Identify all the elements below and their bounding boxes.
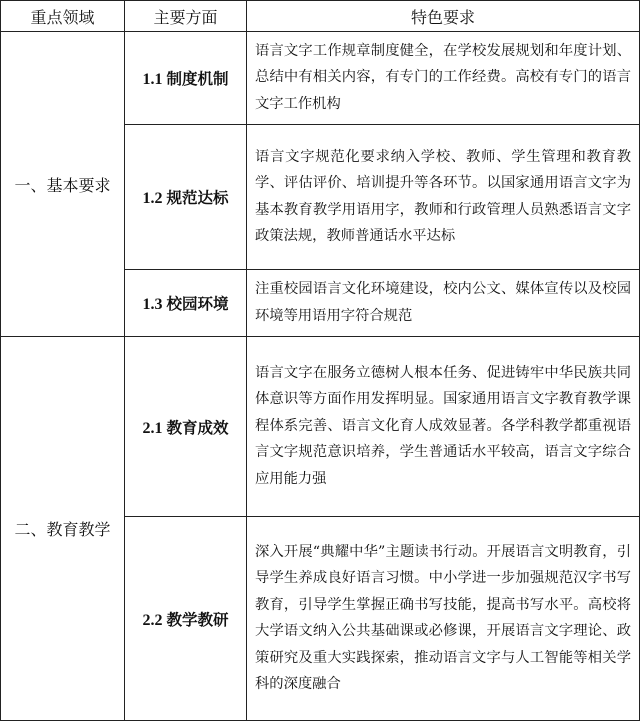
header-aspect: 主要方面	[125, 1, 247, 32]
aspect-label: 制度机制	[166, 70, 229, 88]
aspect-label: 规范达标	[166, 189, 229, 207]
header-domain: 重点领域	[1, 1, 125, 32]
header-row	[1, 1, 640, 32]
aspect-cell	[125, 32, 247, 125]
aspect-cell	[125, 337, 247, 517]
table-row	[1, 337, 640, 517]
header-requirements: 特色要求	[247, 1, 640, 32]
aspect-label: 教学教研	[166, 610, 229, 629]
domain-cell-basic: 一、基本要求	[1, 32, 125, 337]
requirement-text: 语言文字规范化要求纳入学校、教师、学生管理和教育教学、评估评价、培训提升等各环节。以国家通用语言文字为基本教育教学用语用字，教师和行政管理人员熟悉语言文字政策法规，教师普通话水平达标	[247, 125, 640, 270]
aspect-number: 2.2	[142, 611, 163, 629]
table-row	[1, 32, 640, 125]
aspect-cell	[125, 125, 247, 270]
domain-cell-teaching: 二、教育教学	[1, 337, 125, 721]
aspect-number: 1.3	[142, 296, 163, 313]
aspect-label: 教育成效	[166, 418, 229, 437]
requirement-text: 注重校园语言文化环境建设，校内公文、媒体宣传以及校园环境等用语用字符合规范	[247, 270, 640, 337]
requirement-text: 深入开展“典耀中华”主题读书行动。开展语言文明教育，引导学生养成良好语言习惯。中小学进一步加强规范汉字书写教育，引导学生掌握正确书写技能，提高书写水平。高校将大学语文纳入公共基础课或必修课，开展语言文字理论、政策研究及重大实践探索，推动语言文字与人工智能等相关学科的深度融合	[247, 517, 640, 721]
aspect-number: 2.1	[142, 419, 163, 437]
requirement-text: 语言文字在服务立德树人根本任务、促进铸牢中华民族共同体意识等方面作用发挥明显。国家通用语言文字教育教学课程体系完善、语言文化育人成效显著。各学科教学都重视语言文字规范意识培养，学生普通话水平较高，语言文字综合应用能力强	[247, 337, 640, 517]
aspect-number: 1.2	[142, 190, 163, 207]
aspect-number: 1.1	[142, 71, 163, 88]
requirement-text: 语言文字工作规章制度健全，在学校发展规划和年度计划、总结中有相关内容，有专门的工作经费。高校有专门的语言文字工作机构	[247, 32, 640, 125]
aspect-label: 校园环境	[166, 295, 229, 313]
aspect-cell	[125, 517, 247, 721]
aspect-cell	[125, 270, 247, 337]
